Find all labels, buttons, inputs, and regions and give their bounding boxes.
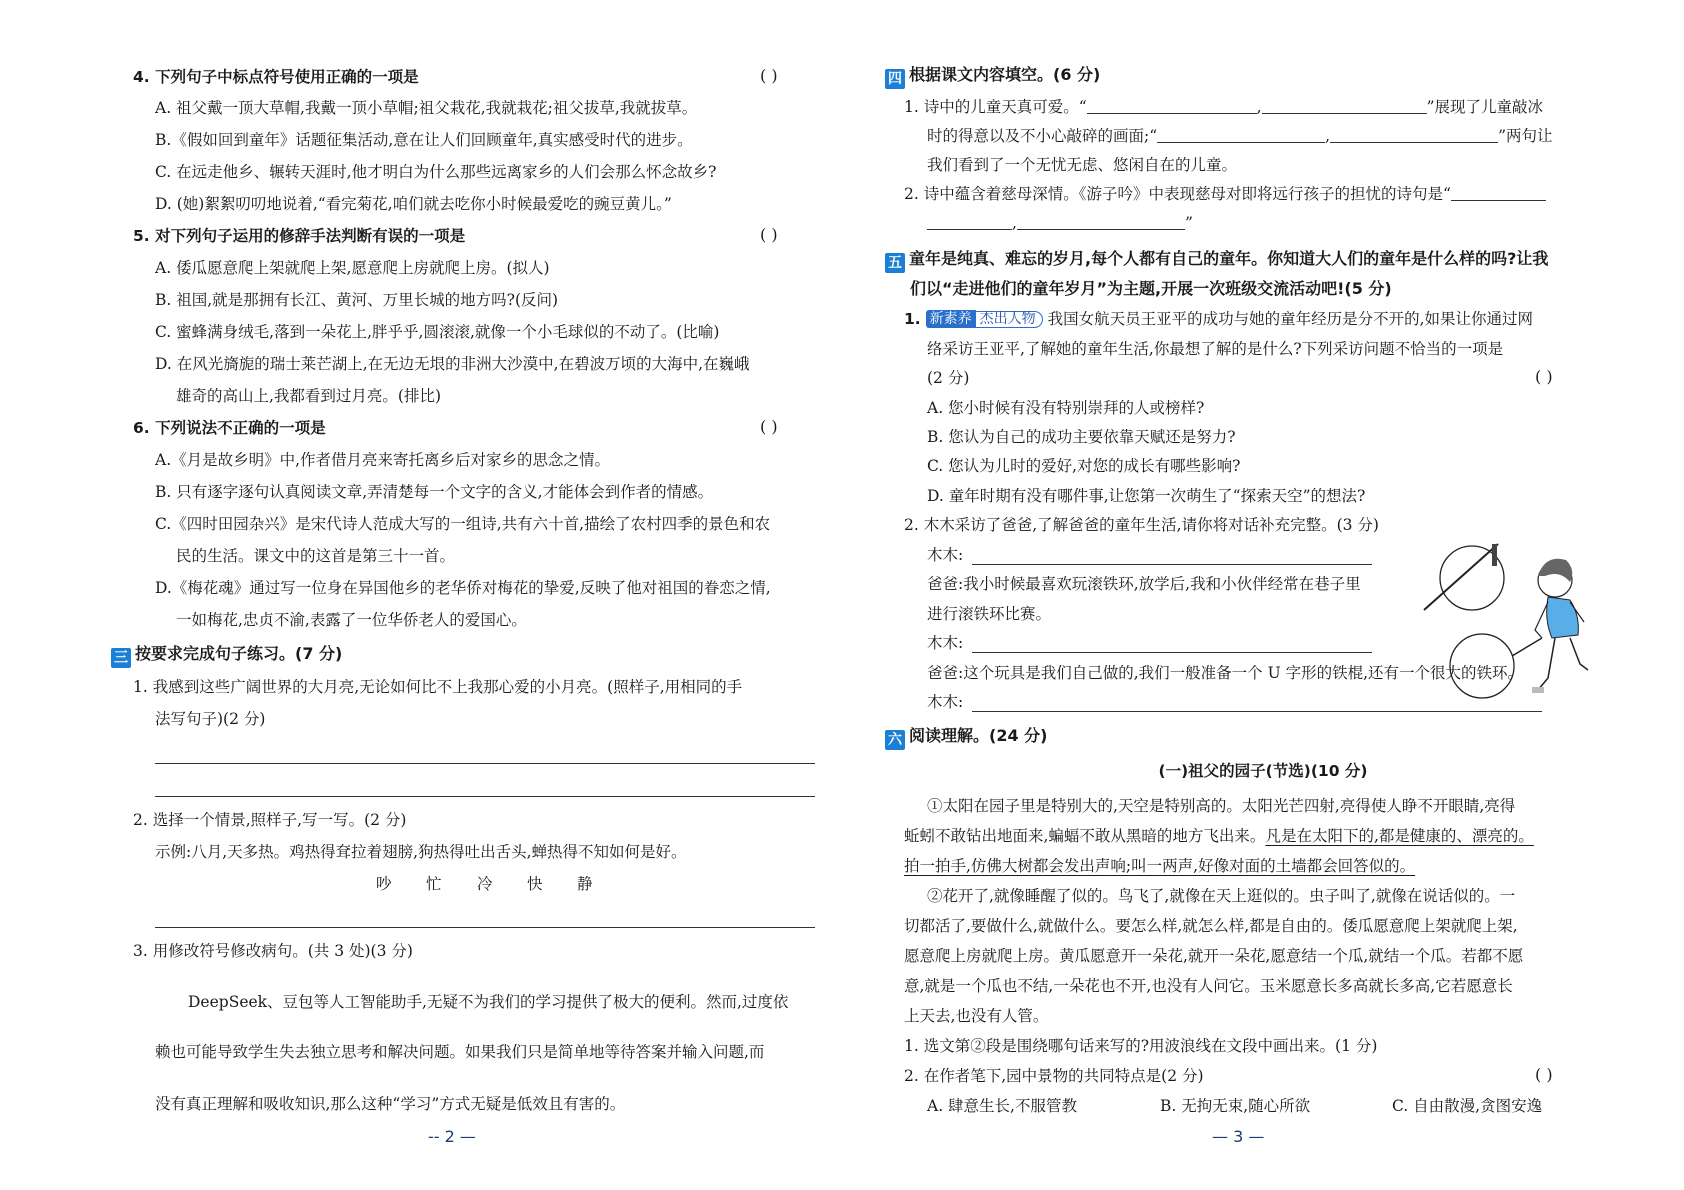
- q6-option-d: D.《梅花魂》通过写一位身在异国他乡的老华侨对梅花的挚爱,反映了他对祖国的眷恋之情,: [155, 579, 771, 597]
- s4-q1-text-c: 时的得意以及不小心敲碎的画面;“: [927, 127, 1158, 145]
- s4-q1-blank-1[interactable]: [1087, 97, 1257, 114]
- q5-answer-bracket[interactable]: ( ): [760, 225, 778, 244]
- s6-q2-option-c: C. 自由散漫,贪图安逸: [1392, 1097, 1543, 1115]
- s6-q2-stem: 2. 在作者笔下,园中景物的共同特点是(2 分): [904, 1067, 1204, 1085]
- passage-underlined-sentence-1: 凡是在太阳下的,都是健康的、漂亮的。: [1265, 827, 1534, 845]
- comma: ,: [1325, 127, 1331, 145]
- s5-q1-option-d: D. 童年时期有没有哪件事,让您第一次萌生了“探索天空”的想法?: [927, 487, 1366, 505]
- s4-q2-line2: [927, 212, 1193, 234]
- q6-option-a: A.《月是故乡明》中,作者借月亮来寄托离乡后对家乡的思念之情。: [155, 451, 611, 469]
- passage-p1-line1: ①太阳在园子里是特别大的,天空是特别高的。太阳光芒四射,亮得使人睁不开眼睛,亮得: [927, 797, 1516, 815]
- dialogue-mumu-2-label: 木木:: [927, 634, 964, 652]
- dialogue-mumu-3-label: 木木:: [927, 693, 964, 711]
- q6-option-c: C.《四时田园杂兴》是宋代诗人范成大写的一组诗,共有六十首,描绘了农村四季的景色和农: [155, 515, 771, 533]
- s4-q1-text-a: 1. 诗中的儿童天真可爱。“: [904, 98, 1087, 116]
- s3-q2-choice-5: 静: [577, 875, 593, 893]
- q6-answer-bracket[interactable]: ( ): [760, 417, 778, 436]
- s5-q1-number: 1.: [904, 310, 921, 328]
- passage-p2-line1: ②花开了,就像睡醒了似的。鸟飞了,就像在天上逛似的。虫子叫了,就像在说话似的。一: [927, 887, 1516, 905]
- s4-q1-text-b: ”展现了儿童敲冰: [1426, 98, 1544, 116]
- section-3-title: 按要求完成句子练习。(7 分): [135, 644, 343, 663]
- s4-q1-blank-4[interactable]: [1330, 126, 1498, 143]
- dad-text-1: 我小时候最喜欢玩滚铁环,放学后,我和小伙伴经常在巷子里: [963, 575, 1361, 593]
- passage-title: (一)祖父的园子(节选)(10 分): [1158, 762, 1368, 780]
- section-6-heading: [885, 725, 1047, 750]
- passage-p2-line2: 切都活了,要做什么,就做什么。要怎么样,就怎么样,都是自由的。倭瓜愿意爬上架就爬上架,: [904, 917, 1518, 935]
- s3-q1-line2: 法写句子)(2 分): [155, 710, 266, 728]
- boy-rolling-hoop-illustration: [1420, 540, 1600, 700]
- section-5-heading: [885, 248, 1548, 273]
- s3-q3-stem: 3. 用修改符号修改病句。(共 3 处)(3 分): [133, 942, 413, 960]
- s5-q1-answer-bracket[interactable]: ( ): [1535, 367, 1553, 386]
- s4-q2-text: 2. 诗中蕴含着慈母深情。《游子吟》中表现慈母对即将远行孩子的担忧的诗句是“: [904, 185, 1451, 203]
- page-number-3: — 3 —: [1212, 1127, 1265, 1146]
- s3-q1-line1: 1. 我感到这些广阔世界的大月亮,无论如何比不上我那心爱的小月亮。(照样子,用相同的手: [133, 678, 743, 696]
- dad-text-2: 这个玩具是我们自己做的,我们一般准备一个 U 字形的铁棍,还有一个很大的铁环。: [963, 664, 1524, 682]
- s5-q1-line3: (2 分): [927, 369, 970, 387]
- s5-q1-option-c: C. 您认为儿时的爱好,对您的成长有哪些影响?: [927, 457, 1241, 475]
- passage-p1-text: 蚯蚓不敢钻出地面来,蝙蝠不敢从黑暗的地方飞出来。: [904, 827, 1266, 845]
- q5-option-c: C. 蜜蜂满身绒毛,落到一朵花上,胖乎乎,圆滚滚,就像一个小毛球似的不动了。(比喻): [155, 323, 720, 341]
- s5-q1-line2: 络采访王亚平,了解她的童年生活,你最想了解的是什么?下列采访问题不恰当的一项是: [927, 340, 1504, 358]
- s4-q1-line2: [927, 125, 1553, 147]
- q5-option-b: B. 祖国,就是那拥有长江、黄河、万里长城的地方吗?(反问): [155, 291, 559, 309]
- comma: ,: [1256, 98, 1262, 116]
- s3-q3-text-2: 赖也可能导致学生失去独立思考和解决问题。如果我们只是简单地等待答案并输入问题,而: [155, 1043, 765, 1061]
- q4-option-d: D. (她)絮絮叨叨地说着,“看完菊花,咱们就去吃你小时候最爱吃的豌豆黄儿。”: [155, 195, 672, 213]
- s3-q2-stem: 2. 选择一个情景,照样子,写一写。(2 分): [133, 811, 407, 829]
- passage-p2-line3: 愿意爬上房就爬上房。黄瓜愿意开一朵花,就开一朵花,愿意结一个瓜,就结一个瓜。若都不愿: [904, 947, 1524, 965]
- outstanding-figure-tag: 杰出人物: [976, 311, 1043, 328]
- passage-underlined-sentence-2: 拍一拍手,仿佛大树都会发出声响;叫一两声,好像对面的土墙都会回答似的。: [904, 857, 1416, 875]
- s5-q1-line1: [904, 308, 1533, 330]
- s3-q2-choice-2: 忙: [426, 875, 442, 893]
- s4-q2-line1: [904, 183, 1546, 205]
- s5-q1-option-a: A. 您小时候有没有特别崇拜的人或榜样?: [927, 399, 1205, 417]
- q4-answer-bracket[interactable]: ( ): [760, 66, 778, 85]
- dialogue-mumu-1-answer-line[interactable]: [972, 564, 1372, 565]
- q5-option-a: A. 倭瓜愿意爬上架就爬上架,愿意爬上房就爬上房。(拟人): [155, 259, 550, 277]
- section-4-number-icon: 四: [885, 69, 905, 89]
- s3-q1-answer-line-2[interactable]: [155, 796, 815, 797]
- q4-option-c: C. 在远走他乡、辗转天涯时,他才明白为什么那些远离家乡的人们会那么怀念故乡?: [155, 163, 717, 181]
- s3-q3-text-3: 没有真正理解和吸收知识,那么这种“学习”方式无疑是低效且有害的。: [155, 1095, 626, 1113]
- q4-stem: 4. 下列句子中标点符号使用正确的一项是: [133, 68, 419, 86]
- dialogue-dad-1: [927, 573, 1361, 595]
- s3-q2-choice-3: 冷: [477, 875, 493, 893]
- dad-label: 爸爸:: [927, 575, 964, 593]
- section-6-number-icon: 六: [885, 730, 905, 750]
- q6-option-b: B. 只有逐字逐句认真阅读文章,弄清楚每一个文字的含义,才能体会到作者的情感。: [155, 483, 714, 501]
- s4-q1-line3: 我们看到了一个无忧无虑、悠闲自在的儿童。: [927, 156, 1238, 174]
- s4-q1-line1: [904, 96, 1543, 118]
- q4-option-a: A. 祖父戴一顶大草帽,我戴一顶小草帽;祖父栽花,我就栽花;祖父拔草,我就拔草。: [155, 99, 698, 117]
- s6-q1: 1. 选文第②段是围绕哪句话来写的?用波浪线在文段中画出来。(1 分): [904, 1037, 1378, 1055]
- s4-q2-blank-1a[interactable]: [1451, 184, 1546, 201]
- dialogue-mumu-1-label: 木木:: [927, 546, 964, 564]
- s6-q2-answer-bracket[interactable]: ( ): [1535, 1065, 1553, 1084]
- section-4-heading: [885, 64, 1100, 89]
- s5-q1-option-b: B. 您认为自己的成功主要依靠天赋还是努力?: [927, 428, 1236, 446]
- section-4-title: 根据课文内容填空。(6 分): [909, 65, 1101, 84]
- passage-p2-line5: 上天去,也没有人管。: [904, 1007, 1049, 1025]
- q5-option-d: D. 在风光旖旎的瑞士莱芒湖上,在无边无垠的非洲大沙漠中,在碧波万顷的大海中,在巍峨: [155, 355, 750, 373]
- s3-q2-answer-line[interactable]: [155, 927, 815, 928]
- s3-q2-example: 示例:八月,天多热。鸡热得耷拉着翅膀,狗热得吐出舌头,蝉热得不知如何是好。: [155, 843, 687, 861]
- q5-option-d-cont: 雄奇的高山上,我都看到过月亮。(排比): [176, 387, 442, 405]
- s3-q2-choice-1: 吵: [376, 875, 392, 893]
- q6-stem: 6. 下列说法不正确的一项是: [133, 419, 326, 437]
- q5-stem: 5. 对下列句子运用的修辞手法判断有误的一项是: [133, 227, 466, 245]
- s6-q2-option-a: A. 肆意生长,不服管教: [927, 1097, 1077, 1115]
- s4-q1-blank-3[interactable]: [1157, 126, 1325, 143]
- section-3-number-icon: 三: [111, 648, 131, 668]
- q6-option-d-cont: 一如梅花,忠贞不渝,表露了一位华侨老人的爱国心。: [176, 611, 527, 629]
- section-5-title-1: 童年是纯真、难忘的岁月,每个人都有自己的童年。你知道大人们的童年是什么样的吗?让我: [909, 249, 1549, 268]
- section-5-number-icon: 五: [885, 253, 905, 273]
- s6-q2-option-b: B. 无拘无束,随心所欲: [1160, 1097, 1311, 1115]
- passage-p1-line2: [904, 825, 1534, 847]
- s4-q1-blank-2[interactable]: [1262, 97, 1427, 114]
- passage-p2-line4: 意,就是一个瓜也不结,一朵花也不开,也没有人问它。玉米愿意长多高就长多高,它若愿意长: [904, 977, 1513, 995]
- s3-q2-choice-4: 快: [527, 875, 543, 893]
- section-5-title-2: 们以“走进他们的童年岁月”为主题,开展一次班级交流活动吧!(5 分): [910, 279, 1392, 298]
- s3-q1-answer-line-1[interactable]: [155, 763, 815, 764]
- comma: ,: [1012, 214, 1017, 232]
- section-3-heading: [111, 643, 342, 668]
- q6-option-c-cont: 民的生活。课文中的这首是第三十一首。: [176, 547, 456, 565]
- dialogue-dad-1-cont: 进行滚铁环比赛。: [927, 605, 1052, 623]
- s5-q2-stem: 2. 木木采访了爸爸,了解爸爸的童年生活,请你将对话补充完整。(3 分): [904, 516, 1379, 534]
- q4-option-b: B.《假如回到童年》话题征集活动,意在让人们回顾童年,真实感受时代的进步。: [155, 131, 693, 149]
- s3-q3-text-1: DeepSeek、豆包等人工智能助手,无疑不为我们的学习提供了极大的便利。然而,过度依: [188, 993, 789, 1011]
- dialogue-mumu-3-answer-line[interactable]: [972, 711, 1542, 712]
- s4-q1-text-d: ”两句让: [1498, 127, 1553, 145]
- closing-quote: ”: [1184, 214, 1193, 232]
- section-6-title: 阅读理解。(24 分): [909, 726, 1048, 745]
- s5-q1-text-1: 我国女航天员王亚平的成功与她的童年经历是分不开的,如果让你通过网: [1047, 310, 1533, 328]
- s4-q2-blank-1b[interactable]: [927, 213, 1012, 230]
- new-literacy-tag: 新素养: [926, 310, 976, 328]
- dialogue-mumu-2-answer-line[interactable]: [972, 652, 1372, 653]
- page-number-2: -- 2 —: [428, 1127, 476, 1146]
- right-page: [842, 0, 1684, 1190]
- dad-label: 爸爸:: [927, 664, 964, 682]
- s4-q2-blank-2[interactable]: [1017, 213, 1185, 230]
